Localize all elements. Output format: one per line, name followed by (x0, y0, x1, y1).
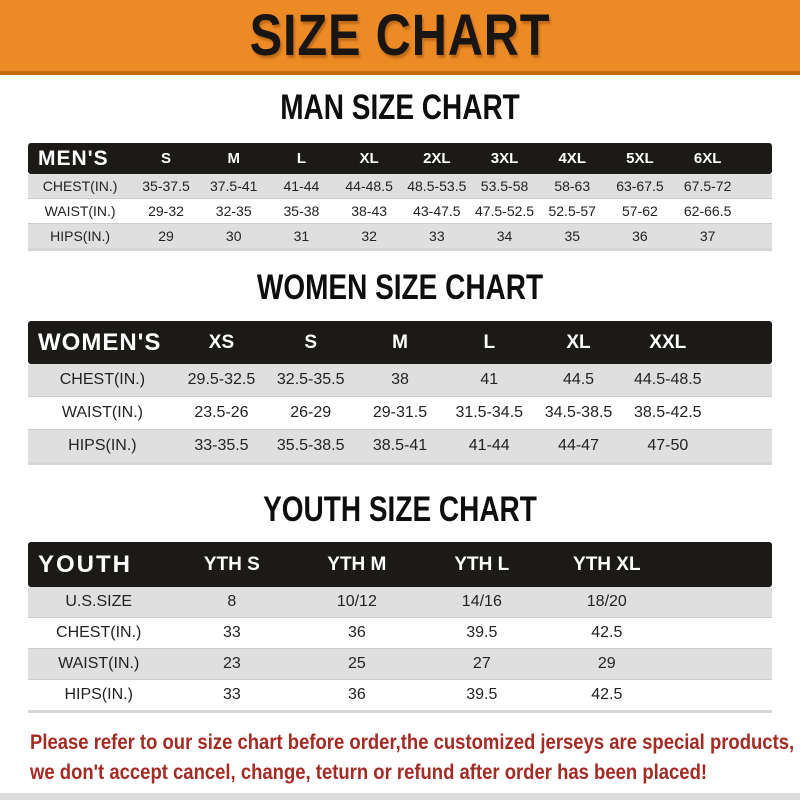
row-label: HIPS(IN.) (28, 680, 169, 713)
table-row (28, 199, 772, 224)
size-value-cell: 41 (445, 364, 534, 397)
table-row (28, 364, 772, 397)
size-value-cell: 38-43 (335, 199, 403, 224)
table-row (28, 397, 772, 430)
row-spacer (712, 397, 772, 430)
size-value-cell: 63-67.5 (606, 174, 674, 199)
size-value-cell: 58-63 (538, 174, 606, 199)
size-value-cell: 29-32 (132, 199, 200, 224)
row-label: HIPS(IN.) (28, 224, 132, 251)
table-corner-label: WOMEN'S (28, 321, 177, 364)
size-value-cell: 29 (132, 224, 200, 251)
bottom-edge-strip (0, 793, 800, 800)
size-value-cell: 48.5-53.5 (403, 174, 471, 199)
size-value-cell: 41-44 (268, 174, 336, 199)
size-value-cell: 34 (471, 224, 539, 251)
table-row (28, 680, 772, 713)
size-value-cell: 32.5-35.5 (266, 364, 355, 397)
warning-line-1: Please refer to our size chart before order,the customized jerseys are special products, (30, 731, 795, 754)
size-value-cell: 53.5-58 (471, 174, 539, 199)
column-header: YTH M (294, 542, 419, 587)
size-value-cell: 42.5 (544, 680, 669, 713)
size-value-cell: 36 (606, 224, 674, 251)
size-value-cell: 44-48.5 (335, 174, 403, 199)
column-header: 4XL (538, 143, 606, 174)
size-value-cell: 25 (294, 649, 419, 680)
table-row (28, 587, 772, 618)
men-size-table (28, 143, 772, 251)
row-spacer (741, 199, 772, 224)
column-header: YTH S (169, 542, 294, 587)
size-value-cell: 23.5-26 (177, 397, 266, 430)
size-value-cell: 44-47 (534, 430, 623, 465)
size-value-cell: 30 (200, 224, 268, 251)
heading-man-size-chart: MAN SIZE CHART (280, 88, 520, 127)
size-value-cell: 38.5-41 (355, 430, 444, 465)
size-value-cell: 8 (169, 587, 294, 618)
size-value-cell: 42.5 (544, 618, 669, 649)
section-men (0, 89, 800, 251)
column-header: L (445, 321, 534, 364)
row-spacer (741, 174, 772, 199)
size-value-cell: 33-35.5 (177, 430, 266, 465)
women-size-table (28, 321, 772, 465)
row-spacer (669, 587, 772, 618)
column-header: S (132, 143, 200, 174)
size-value-cell: 36 (294, 618, 419, 649)
size-value-cell: 35-38 (268, 199, 336, 224)
table-corner-label: YOUTH (28, 542, 169, 587)
size-value-cell: 31.5-34.5 (445, 397, 534, 430)
size-value-cell: 35.5-38.5 (266, 430, 355, 465)
size-value-cell: 10/12 (294, 587, 419, 618)
size-value-cell: 57-62 (606, 199, 674, 224)
size-value-cell: 41-44 (445, 430, 534, 465)
column-header: 2XL (403, 143, 471, 174)
size-value-cell: 44.5 (534, 364, 623, 397)
size-value-cell: 29.5-32.5 (177, 364, 266, 397)
column-header: YTH L (419, 542, 544, 587)
row-label: WAIST(IN.) (28, 649, 169, 680)
column-header: 6XL (674, 143, 742, 174)
column-header: XS (177, 321, 266, 364)
table-row (28, 174, 772, 199)
page-title: SIZE CHART (249, 3, 551, 68)
size-value-cell: 62-66.5 (674, 199, 742, 224)
size-value-cell: 67.5-72 (674, 174, 742, 199)
section-youth (0, 491, 800, 713)
row-spacer (669, 680, 772, 713)
size-value-cell: 37.5-41 (200, 174, 268, 199)
size-chart-banner (0, 0, 800, 75)
size-value-cell: 44.5-48.5 (623, 364, 712, 397)
size-value-cell: 23 (169, 649, 294, 680)
size-value-cell: 27 (419, 649, 544, 680)
column-header: XXL (623, 321, 712, 364)
column-header: YTH XL (544, 542, 669, 587)
size-value-cell: 35 (538, 224, 606, 251)
size-value-cell: 32-35 (200, 199, 268, 224)
header-spacer (741, 143, 772, 174)
row-label: WAIST(IN.) (28, 397, 177, 430)
table-row (28, 430, 772, 465)
size-value-cell: 38 (355, 364, 444, 397)
header-spacer (712, 321, 772, 364)
section-women (0, 269, 800, 465)
heading-women-size-chart: WOMEN SIZE CHART (256, 268, 544, 307)
row-label: CHEST(IN.) (28, 618, 169, 649)
row-spacer (669, 618, 772, 649)
size-value-cell: 29 (544, 649, 669, 680)
size-value-cell: 38.5-42.5 (623, 397, 712, 430)
table-row (28, 649, 772, 680)
table-header-row (28, 321, 772, 364)
heading-youth-size-chart: YOUTH SIZE CHART (263, 490, 537, 529)
size-value-cell: 33 (403, 224, 471, 251)
row-label: U.S.SIZE (28, 587, 169, 618)
size-value-cell: 37 (674, 224, 742, 251)
size-value-cell: 47-50 (623, 430, 712, 465)
size-value-cell: 26-29 (266, 397, 355, 430)
size-value-cell: 39.5 (419, 680, 544, 713)
size-value-cell: 47.5-52.5 (471, 199, 539, 224)
row-spacer (669, 649, 772, 680)
table-header-row (28, 542, 772, 587)
row-label: CHEST(IN.) (28, 364, 177, 397)
size-value-cell: 33 (169, 618, 294, 649)
table-corner-label: MEN'S (28, 143, 132, 174)
row-label: HIPS(IN.) (28, 430, 177, 465)
table-header-row (28, 143, 772, 174)
column-header: S (266, 321, 355, 364)
table-row (28, 224, 772, 251)
header-spacer (669, 542, 772, 587)
column-header: XL (534, 321, 623, 364)
size-value-cell: 33 (169, 680, 294, 713)
size-value-cell: 34.5-38.5 (534, 397, 623, 430)
warning-line-2: we don't accept cancel, change, teturn or refund after order has been placed! (30, 761, 708, 784)
size-value-cell: 14/16 (419, 587, 544, 618)
size-value-cell: 43-47.5 (403, 199, 471, 224)
size-value-cell: 18/20 (544, 587, 669, 618)
row-spacer (712, 364, 772, 397)
row-spacer (712, 430, 772, 465)
table-row (28, 618, 772, 649)
size-value-cell: 29-31.5 (355, 397, 444, 430)
column-header: 5XL (606, 143, 674, 174)
size-value-cell: 32 (335, 224, 403, 251)
row-label: CHEST(IN.) (28, 174, 132, 199)
size-value-cell: 31 (268, 224, 336, 251)
row-spacer (741, 224, 772, 251)
column-header: XL (335, 143, 403, 174)
size-value-cell: 39.5 (419, 618, 544, 649)
order-warning (30, 728, 800, 788)
column-header: 3XL (471, 143, 539, 174)
column-header: M (355, 321, 444, 364)
column-header: L (268, 143, 336, 174)
youth-size-table (28, 542, 772, 713)
column-header: M (200, 143, 268, 174)
row-label: WAIST(IN.) (28, 199, 132, 224)
size-value-cell: 36 (294, 680, 419, 713)
size-value-cell: 52.5-57 (538, 199, 606, 224)
size-value-cell: 35-37.5 (132, 174, 200, 199)
